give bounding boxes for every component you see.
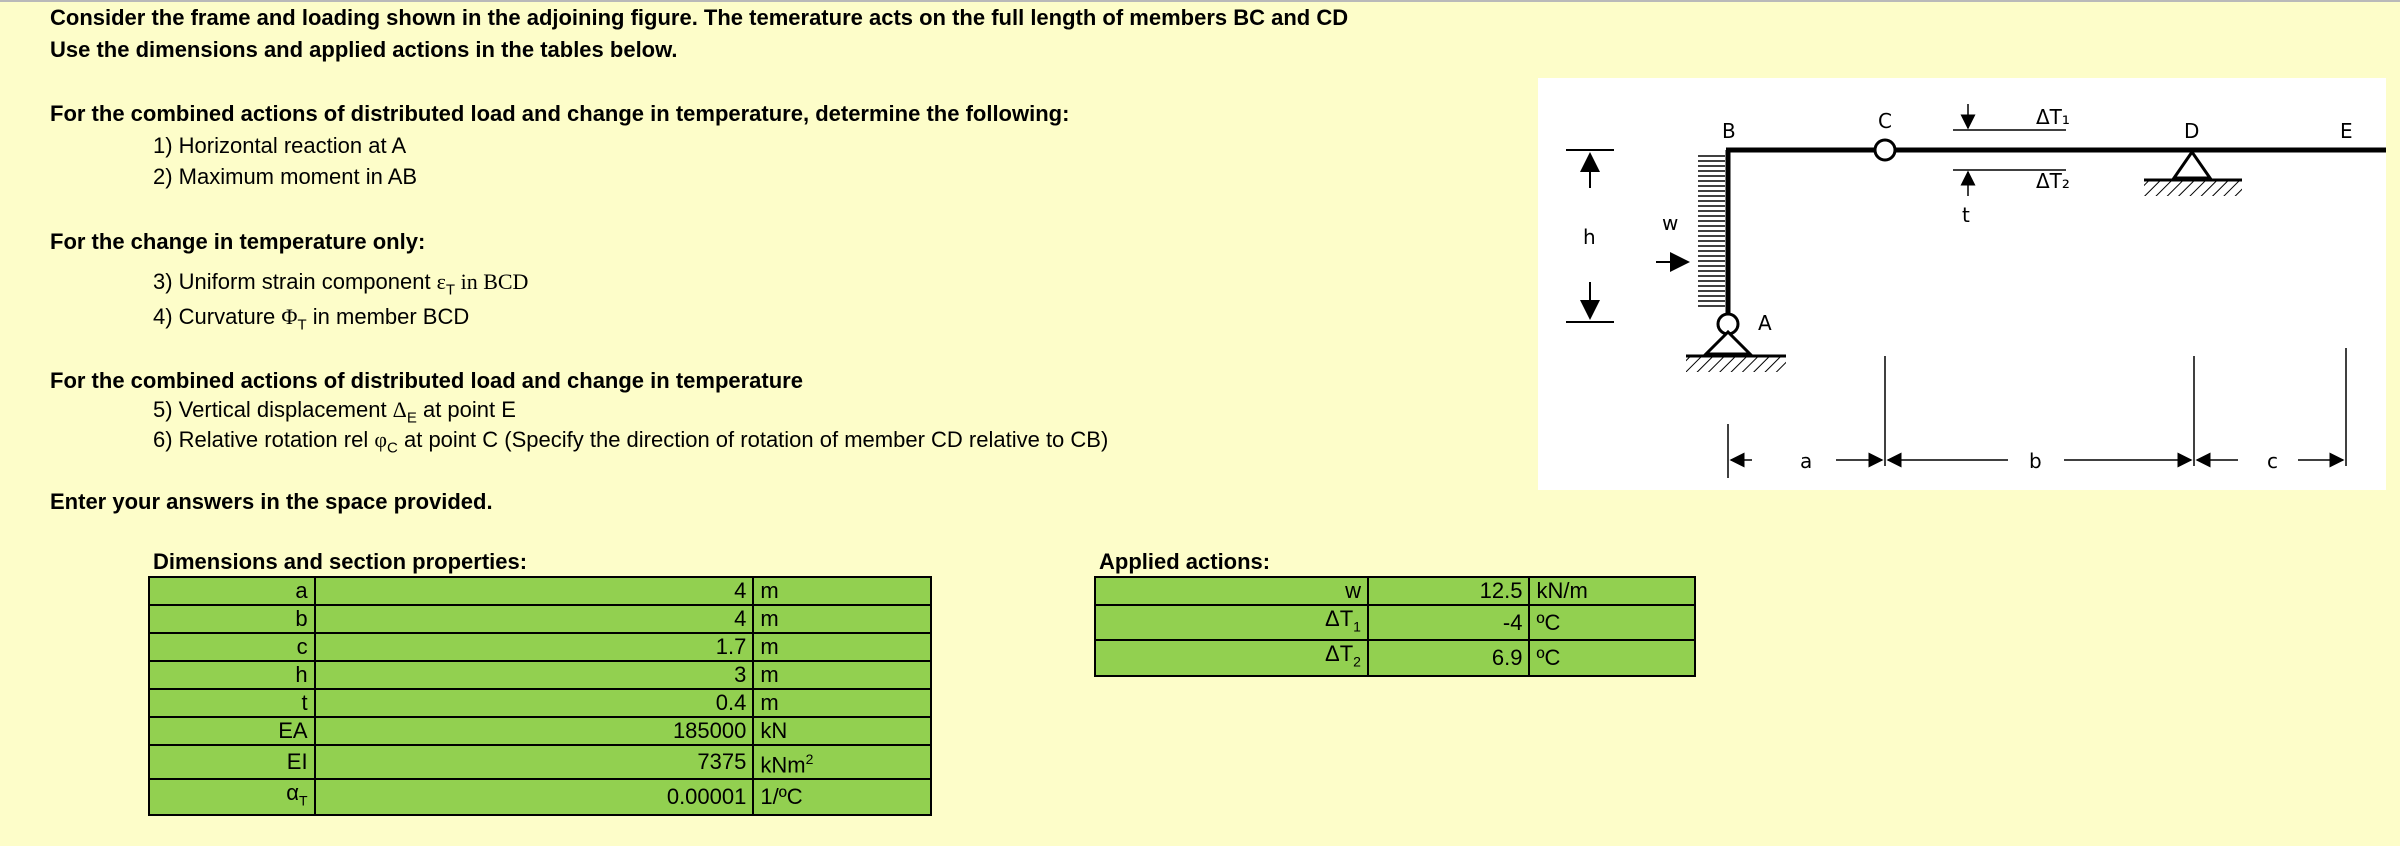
action-label: [1095, 640, 1368, 675]
action-label: w: [1095, 577, 1368, 605]
ground-a: [1686, 356, 1786, 372]
table-row: [149, 633, 931, 661]
action-label-sub: 1: [1353, 618, 1361, 635]
intro-line-1: Consider the frame and loading shown in the adjoining figure. The temerature acts on the full length of members BC and CD: [50, 5, 1349, 30]
action-unit: ºC: [1529, 640, 1695, 675]
phi-subscript: T: [297, 316, 307, 334]
alpha-symbol: α: [286, 780, 299, 806]
dim-label: a: [149, 577, 315, 605]
dim-unit: kN: [753, 717, 931, 745]
dim-value[interactable]: 1.7: [315, 633, 754, 661]
question-6-tail: at point C (Specify the direction of rotation of member CD relative to CB): [397, 427, 1109, 452]
question-4-tail: in member BCD: [306, 304, 470, 329]
dim-c-label: c: [2267, 449, 2278, 473]
dim-value[interactable]: 0.4: [315, 689, 754, 717]
dim-unit: m: [753, 605, 931, 633]
frame-diagram: [1538, 78, 2386, 490]
table-row: [149, 661, 931, 689]
dim-value[interactable]: 0.00001: [315, 779, 754, 814]
label-d: D: [2184, 119, 2200, 143]
dim-a-label: a: [1800, 449, 1813, 473]
alpha-subscript: T: [299, 792, 308, 809]
varphi-symbol: φ: [374, 427, 388, 452]
action-value[interactable]: -4: [1368, 605, 1530, 640]
question-3-text: 3) Uniform strain component: [153, 269, 437, 294]
dim-label: [149, 779, 315, 814]
section3-heading: For the combined actions of distributed load and change in temperature: [50, 368, 803, 393]
intro-line-2: Use the dimensions and applied actions in the tables below.: [50, 37, 678, 62]
support-d: [2174, 152, 2210, 178]
section2-heading: For the change in temperature only:: [50, 229, 426, 254]
actions-table: [1094, 576, 1696, 677]
action-unit: ºC: [1529, 605, 1695, 640]
table-row: [1095, 605, 1695, 640]
table-row: [149, 717, 931, 745]
hinge-c: [1875, 140, 1895, 160]
table-row: [149, 745, 931, 779]
dim-unit: m: [753, 661, 931, 689]
dt2-label: ΔT₂: [2036, 169, 2070, 193]
dim-b-label: b: [2029, 449, 2042, 473]
action-unit: kN/m: [1529, 577, 1695, 605]
dim-unit-text: kNm: [760, 752, 806, 778]
w-label: w: [1662, 211, 1679, 235]
table-row: [1095, 640, 1695, 675]
dim-label: c: [149, 633, 315, 661]
dt1-label: ΔT₁: [2036, 105, 2070, 129]
dim-label: h: [149, 661, 315, 689]
question-4-text: 4) Curvature: [153, 304, 282, 329]
delta-subscript: E: [406, 409, 417, 427]
action-label-text: ΔT: [1325, 641, 1354, 667]
dim-value[interactable]: 185000: [315, 717, 754, 745]
label-c: C: [1878, 109, 1892, 133]
t-label: t: [1962, 203, 1970, 227]
question-5-text: 5) Vertical displacement: [153, 397, 393, 422]
ground-d: [2144, 180, 2242, 196]
dim-unit: 1/ºC: [753, 779, 931, 814]
dim-label: EA: [149, 717, 315, 745]
dim-unit-sup: 2: [805, 751, 814, 767]
label-a: A: [1758, 311, 1772, 335]
dimensions-table: [148, 576, 932, 816]
enter-answers-note: Enter your answers in the space provided.: [50, 489, 493, 514]
question-3-tail: in BCD: [455, 269, 529, 294]
label-e: E: [2340, 119, 2353, 143]
top-border: [0, 0, 2400, 2]
action-label-text: ΔT: [1325, 606, 1354, 631]
table-row: [149, 779, 931, 814]
dim-label: b: [149, 605, 315, 633]
dim-value[interactable]: 4: [315, 605, 754, 633]
epsilon-subscript: T: [445, 281, 456, 299]
action-label-sub: 2: [1353, 653, 1361, 670]
dim-value[interactable]: 4: [315, 577, 754, 605]
question-1: 1) Horizontal reaction at A: [153, 133, 407, 158]
support-a: [1706, 332, 1750, 354]
dim-label: t: [149, 689, 315, 717]
load-tick-group: [1698, 156, 1725, 306]
delta-symbol: Δ: [392, 397, 407, 422]
question-3: [153, 268, 528, 304]
action-value[interactable]: 6.9: [1368, 640, 1530, 675]
question-2: 2) Maximum moment in AB: [153, 164, 418, 189]
label-b: B: [1722, 119, 1736, 143]
epsilon-symbol: ε: [436, 269, 446, 294]
varphi-subscript: C: [387, 439, 398, 457]
section1-heading: For the combined actions of distributed load and change in temperature, determine the following:: [50, 101, 1070, 126]
dim-unit: m: [753, 633, 931, 661]
action-value[interactable]: 12.5: [1368, 577, 1530, 605]
action-label: [1095, 605, 1368, 640]
dim-unit: m: [753, 577, 931, 605]
dimensions-title: Dimensions and section properties:: [153, 549, 528, 574]
dim-value[interactable]: 7375: [315, 745, 754, 779]
frame-figure: [1538, 78, 2386, 490]
question-5-tail: at point E: [416, 397, 516, 422]
table-row: [149, 689, 931, 717]
actions-title: Applied actions:: [1099, 549, 1271, 574]
question-6-text: 6) Relative rotation rel: [153, 427, 375, 452]
h-label: h: [1583, 225, 1596, 249]
table-row: [149, 605, 931, 633]
phi-symbol: Φ: [281, 304, 298, 329]
question-6: [153, 426, 1108, 462]
dim-unit: [753, 745, 931, 779]
question-4: [153, 303, 469, 339]
dim-unit: m: [753, 689, 931, 717]
dim-value[interactable]: 3: [315, 661, 754, 689]
dim-label: EI: [149, 745, 315, 779]
table-row: [1095, 577, 1695, 605]
table-row: [149, 577, 931, 605]
